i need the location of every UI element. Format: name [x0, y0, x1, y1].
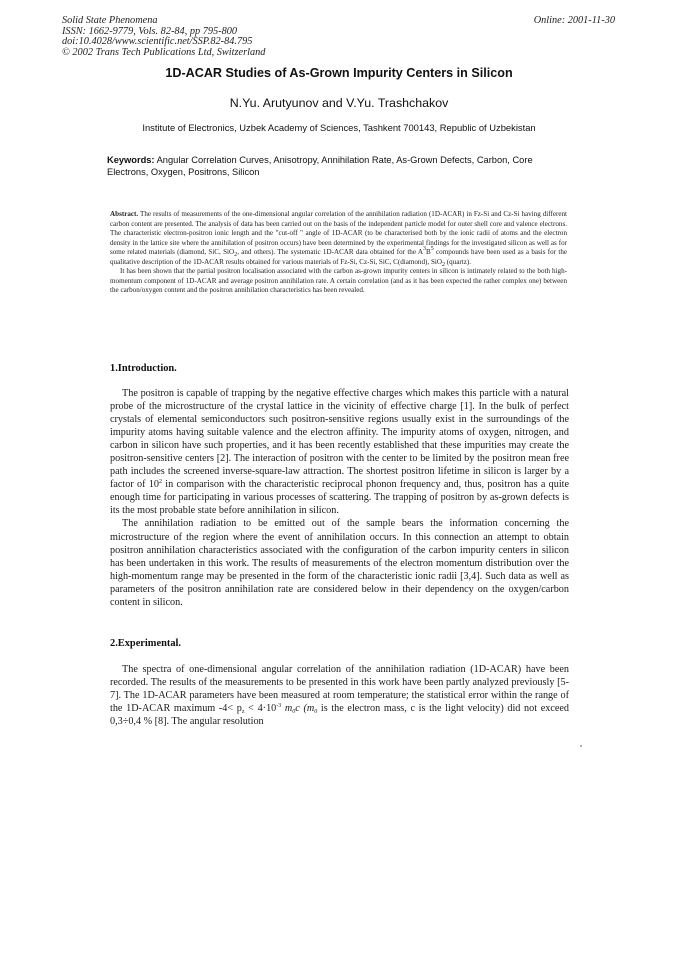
keywords-label: Keywords: [107, 155, 155, 165]
introduction-body [110, 387, 569, 609]
scan-speck [580, 745, 582, 747]
doi-line[interactable]: doi:10.4028/www.scientific.net/SSP.82-84.795 [62, 36, 253, 48]
intro-paragraph-1: The positron is capable of trapping by the negative effective charges which makes this particle with a natural probe of the microstructure of the crystal lattice in the vicinity of effective charge [1]. In the bulk of perfect crystals of elemental semiconductors such positron-sensitive regions usually exist in the surroundings of the impurity atoms having suitable valence and the electron affinity. The impurity atoms of oxygen, nitrogen, and carbon in silicon have such properties, and it has been recently established that these impurities may create the positron-sensitive centers [2]. The interaction of positron with the center to be limited by the positron mean free path includes the screened inverse-square-law attraction. The shortest positron lifetime in silicon is larger by a factor of $10^2$ in comparison with the characteristic reciprocal phonon frequency and, thus, positron has a quite enough time for participating in various processes of scattering. The trapping of positron by as-grown defects is its the most probable state before annihilation in silicon. [110, 388, 569, 517]
section-heading-experimental: 2.Experimental. [110, 638, 181, 649]
keywords-block [107, 154, 567, 178]
keywords-text: Angular Correlation Curves, Anisotropy, Annihilation Rate, As-Grown Defects, Carbon, Core Electrons, Oxygen, Positrons, Silicon [107, 155, 533, 178]
author-affiliation: Institute of Electronics, Uzbek Academy of Sciences, Tashkent 700143, Republic of Uzbekistan [142, 122, 536, 133]
experimental-body [110, 663, 569, 728]
abstract-paragraph-2: It has been shown that the partial positron localisation associated with the carbon as-grown impurity centers in silicon is intimately related to the both high-momentum component of 1D-ACAR and average positron annihilation rate. A certain correlation (and as it has been expected the rather complex one) between the carbon/oxygen content and the positron annihilation characteristics has been revealed. [110, 267, 567, 295]
intro-paragraph-2: The annihilation radiation to be emitted out of the sample bears the information concerning the microstructure of the region where the event of annihilation occurs. In this connection an attempt to obtain positron annihilation characteristics associated with the configuration of the carbon impurity centers in silicon has been undertaken in this work. The results of measurements of the electron momentum distribution over the high-momentum range may be presented in the form of the characteristic ionic radii [3,4]. Such data as well as parameters of the positron annihilation rate are considered below in their dependency on the oxygen/carbon content in silicon. [110, 518, 569, 608]
online-date: Online: 2001-11-30 [533, 15, 615, 26]
abstract-paragraph-1: Abstract. The results of measurements of the one-dimensional angular correlation of the annihilation radiation (1D-ACAR) in Fz-Si and Cz-Si having different carbon content are presented. The analysis of data has been carried out on the basis of the independent particle model for outer shell core and valence electrons. The characteristic electron-positron ionic length and the "cut-off " angle of 1D-ACAR (to be characterised both by the ionic radii of atoms and the electron density in the lattice site where the annihilation of positron occurs) have been determined by the experimental findings for the investigated silicon as well as for some related materials (diamond, SiC, SiO$_2$, and others). The systematic 1D-ACAR data obtained for the $A^3B^5$ compounds have been used as a basis for the qualitative description of the 1D-ACAR results obtained for various materials of Fz-Si, Cz-Si, SiC, C(diamond), SiO$_2$ (quartz). [110, 210, 568, 268]
abstract-block [110, 210, 567, 296]
issn-line: ISSN: 1662-9779, Vols. 82-84, pp 795-800 [62, 25, 238, 37]
paper-authors: N.Yu. Arutyunov and V.Yu. Trashchakov [229, 96, 449, 110]
experimental-paragraph-1: The spectra of one-dimensional angular correlation of the annihilation radiation (1D-ACAR) have been recorded. The results of the measurements to be presented in this work have been partly analyzed previously [5-7]. The 1D-ACAR parameters have been measured at room temperature; the statistical error within the range of the 1D-ACAR maximum $-4< p_z < 4\cdot 10^{-3}$ $m_0c$ ($m_0$ is the electron mass, c is the light velocity) did not exceed 0,3÷0,4 % [8]. The angular resolution [110, 664, 570, 728]
journal-name: Solid State Phenomena [62, 15, 158, 26]
copyright-line: © 2002 Trans Tech Publications Ltd, Switzerland [62, 46, 266, 58]
section-heading-introduction: 1.Introduction. [110, 363, 177, 374]
journal-header [62, 16, 482, 58]
paper-title: 1D-ACAR Studies of As-Grown Impurity Centers in Silicon [165, 66, 513, 80]
abstract-label: Abstract. [110, 210, 139, 218]
